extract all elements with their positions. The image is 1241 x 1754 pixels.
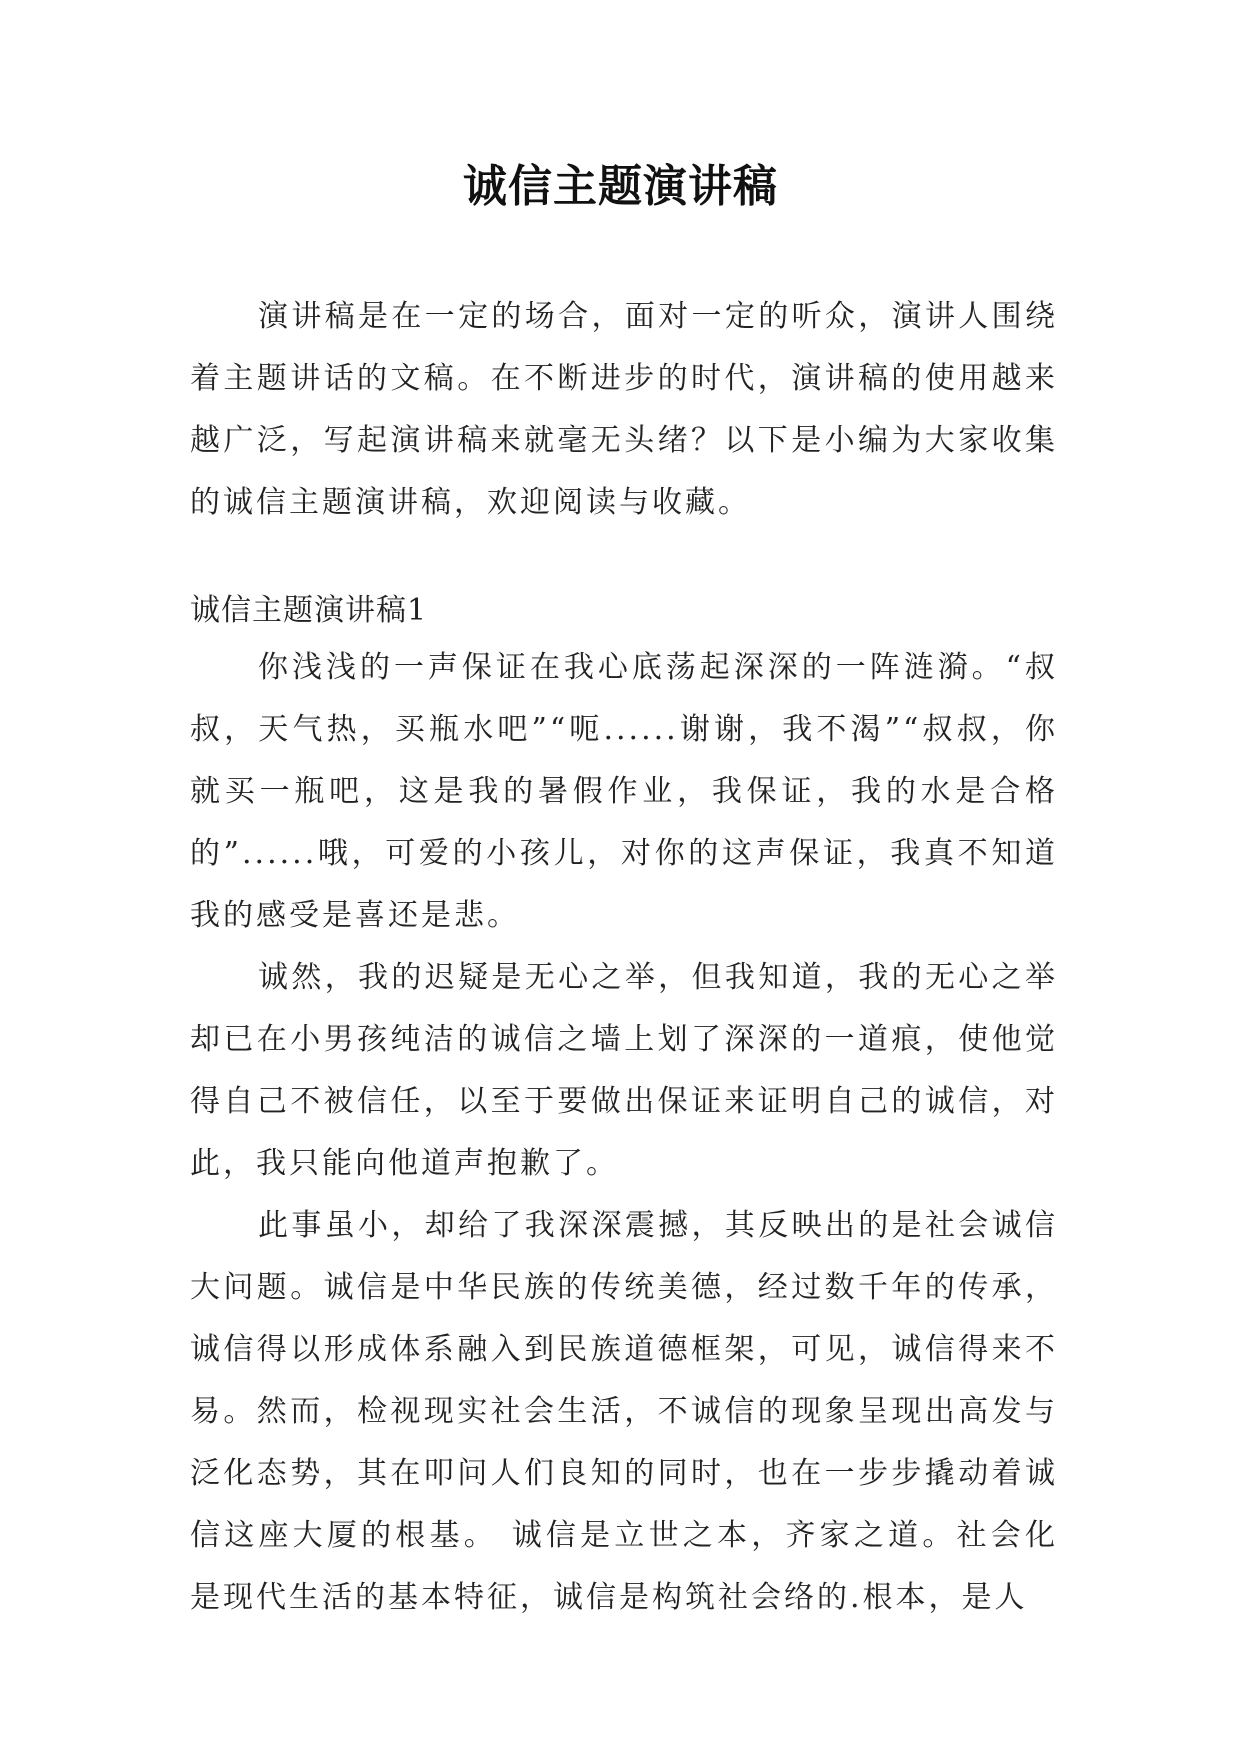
- article-paragraph: 此事虽小，却给了我深深震撼，其反映出的是社会诚信大问题。诚信是中华民族的传统美德，经过数千年的传承，诚信得以形成体系融入到民族道德框架，可见，诚信得来不易。然而，检视现实社会生活，不诚信的现象呈现出高发与泛化态势，其在叩问人们良知的同时，也在一步步撬动着诚信这座大厦的根基。 诚信是立世之本，齐家之道。社会化是现代生活的基本特征，诚信是构筑社会络的.根本，是人: [190, 1208, 1058, 1615]
- document-title: 诚信主题演讲稿: [463, 161, 778, 212]
- section-heading: 诚信主题演讲稿1: [190, 593, 428, 628]
- article-paragraph: 诚然，我的迟疑是无心之举，但我知道，我的无心之举却已在小男孩纯洁的诚信之墙上划了深深的一道痕，使他觉得自己不被信任，以至于要做出保证来证明自己的诚信，对此，我只能向他道声抱歉了。: [190, 960, 1058, 1181]
- article-body: [190, 637, 1058, 1629]
- article-paragraph: 你浅浅的一声保证在我心底荡起深深的一阵涟漪。“叔叔，天气热，买瓶水吧”“呃......谢谢，我不渴”“叔叔，你就买一瓶吧，这是我的暑假作业，我保证，我的水是合格的”......哦，可爱的小孩儿，对你的这声保证，我真不知道我的感受是喜还是悲。: [190, 650, 1058, 933]
- intro-paragraph: 演讲稿是在一定的场合，面对一定的听众，演讲人围绕着主题讲话的文稿。在不断进步的时代，演讲稿的使用越来越广泛，写起演讲稿来就毫无头绪？以下是小编为大家收集的诚信主题演讲稿，欢迎阅读与收藏。: [190, 299, 1058, 520]
